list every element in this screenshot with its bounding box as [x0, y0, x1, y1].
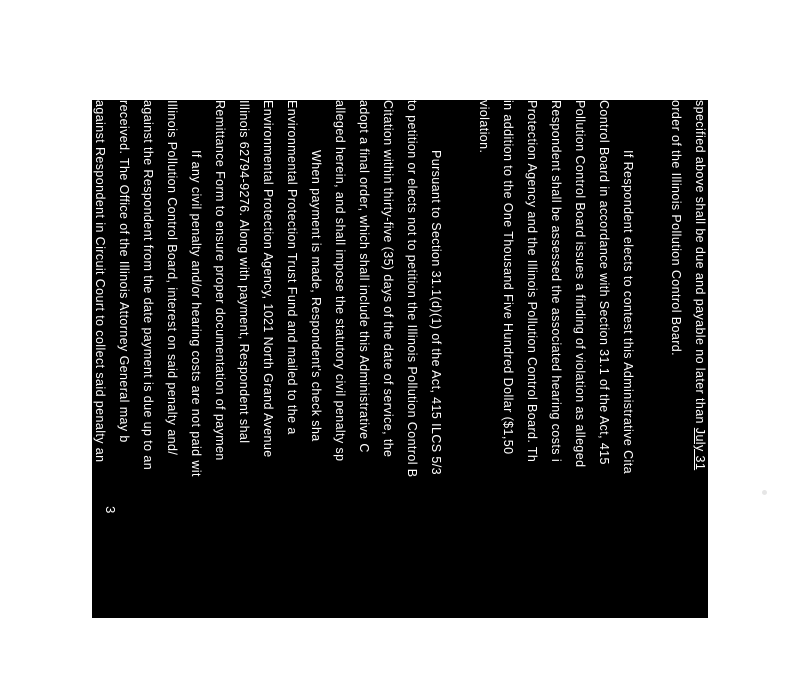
text-line: Environmental Protection Agency, 1021 North Grand Avenue [261, 100, 275, 458]
text-line: Control Board in accordance with Section 31.1 of the Act, 415 [597, 100, 611, 465]
text-line: Illinois Pollution Control Board, interest on said penalty and/ [165, 100, 179, 456]
text-line: Pursuant to Section 31.1(d)(1) of the Act, 415 ILCS 5/3 [429, 150, 443, 475]
rotated-page-text [69, 100, 708, 640]
text-line [692, 100, 708, 640]
text-line: violation. [477, 100, 491, 154]
scan-speck [762, 490, 767, 495]
text-line: in addition to the One Thousand Five Hundred Dollar ($1,50 [501, 100, 515, 455]
text-line: adopt a final order, which shall include this Administrative C [357, 100, 371, 453]
text-line: Pollution Control Board issues a finding of violation as alleged [573, 100, 587, 468]
page-number: 3 [103, 506, 118, 514]
text-line: When payment is made, Respondent's check sha [309, 150, 323, 442]
text-line: Remittance Form to ensure proper documentation of paymen [213, 100, 227, 461]
text-line: Environmental Protection Trust Fund and mailed to the a [285, 100, 299, 435]
text-line: If Respondent elects to contest this Administrative Cita [621, 150, 635, 474]
text-line: against the Respondent from the date payment is due up to an [141, 100, 155, 471]
text-line: If any civil penalty and/or hearing costs are not paid wit [189, 150, 203, 477]
text-line: received. The Office of the Illinois Attorney General may b [117, 100, 131, 443]
scanned-page [69, 100, 708, 618]
text-line: Citation within thirty-five (35) days of the date of service, the [381, 100, 395, 458]
text-line: order of the Illinois Pollution Control Board. [669, 100, 683, 357]
line-text: specified above shall be due and payable no later than [693, 100, 707, 424]
text-line: against Respondent in Circuit Court to collect said penalty an [93, 100, 107, 463]
text-line: Illinois 62794-9276. Along with payment, Respondent shal [237, 100, 251, 444]
text-line: Respondent shall be assessed the associated hearing costs i [549, 100, 563, 463]
due-date: July 31 [693, 427, 707, 471]
text-line: accrued. [69, 100, 83, 152]
text-line: to petition or elects not to petition the Illinois Pollution Control B [405, 100, 419, 478]
text-line: alleged herein, and shall impose the statutory civil penalty sp [333, 100, 347, 462]
text-line: Protection Agency and the Illinois Pollution Control Board. Th [525, 100, 539, 463]
